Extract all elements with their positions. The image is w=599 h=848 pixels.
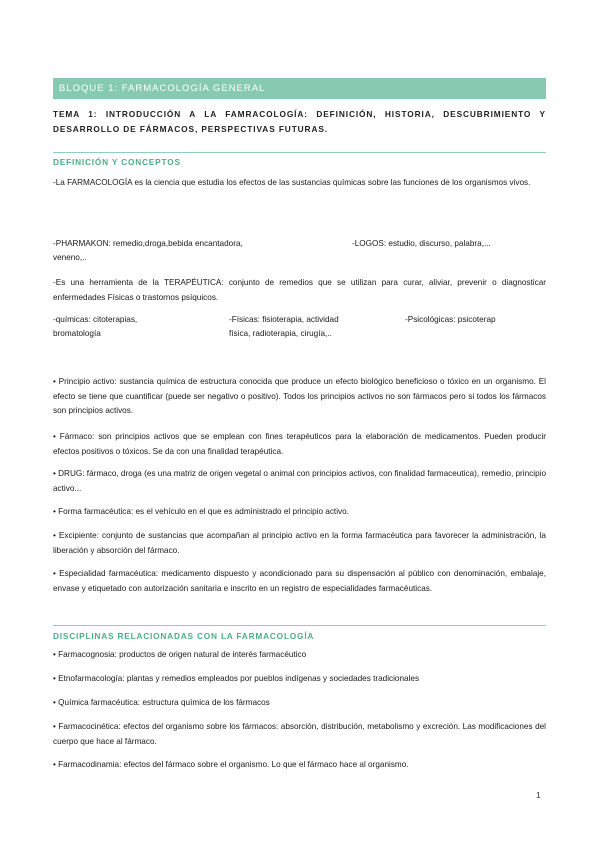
pharmakon-line-cont: veneno,.. bbox=[53, 253, 87, 262]
topic-title: TEMA 1: INTRODUCCIÓN A LA FAMRACOLOGÍA: DEFINICIÓN, HISTORIA, DESCUBRIMIENTO Y DESARROLLO DE FÁRMACOS, PERSPECTIVAS FUTURAS. bbox=[53, 109, 546, 134]
section-heading-disciplinas: DISCIPLINAS RELACIONADAS CON LA FARMACOLOGÍA bbox=[53, 631, 315, 641]
discipline-quimica-farmaceutica: • Química farmacéutica: estructura química de los fármacos bbox=[53, 698, 270, 707]
section-divider bbox=[53, 625, 546, 626]
paragraph-terapeutica: -Es una herramienta de la TERAPÉUTICA: conjunto de remedios que se utilizan para curar, aliviar, prevenir o diagnosticar enfermedades Físicas o trastornos psíquicos. bbox=[53, 278, 546, 302]
pharmakon-line: -PHARMAKON: remedio,droga,bebida encantadora, bbox=[53, 239, 243, 248]
bullet-excipiente: • Excipiente: conjunto de sustancias que acompañan al principio activo en la forma farmacéutica para favorecer la administración, la liberación y absorción del fármaco. bbox=[53, 531, 546, 555]
section-divider bbox=[53, 152, 546, 153]
bullet-farmaco: • Fármaco: son principios activos que se emplean con fines terapéuticos para la elaboración de medicamentos. Pueden producir efectos positivos o tóxicos. Se da con una finalidad terapéutica. bbox=[53, 432, 546, 456]
quimicas-line: -químicas: citoterapias, bbox=[53, 315, 138, 324]
paragraph-definition: -La FARMACOLOGÍA es la ciencia que estudia los efectos de las sustancias químicas sobre las funciones de los organismos vivos. bbox=[53, 178, 531, 187]
bullet-especialidad: • Especialidad farmacéutica: medicamento dispuesto y acondicionado para su dispensación al público con denominación, embalaje, envase y etiquetado con autorización sanitaria e inscrito en un registro de especialidades farmacéuticas. bbox=[53, 569, 546, 593]
page-number: 1 bbox=[536, 790, 541, 800]
quimicas-line-cont: bromatología bbox=[53, 329, 101, 338]
discipline-etnofarmacologia: • Etnofarmacología: plantas y remedios empleados por pueblos indígenas y sociedades tradicionales bbox=[53, 674, 420, 683]
fisicas-line: -Físicas: fisioterapia, actividad bbox=[229, 315, 339, 324]
section-heading-definicion: DEFINICIÓN Y CONCEPTOS bbox=[53, 157, 181, 167]
bullet-principio-activo: • Principio activo: sustancia química de estructura conocida que produce un efecto biológico beneficioso o tóxico en un organismo. El efecto se tiene que cuantificar (puede ser negativo o positivo). Todos los principios activos no son fármacos pero si todos los fármacos son principios activos. bbox=[53, 377, 546, 416]
logos-line: -LOGOS: estudio, discurso, palabra,... bbox=[352, 239, 491, 248]
discipline-farmacodinamia: • Farmacodinamia: efectos del fármaco sobre el organismo. Lo que el fármaco hace al organismo. bbox=[53, 760, 409, 769]
discipline-farmacognosia: • Farmacognosia: productos de origen natural de interés farmacéutico bbox=[53, 650, 307, 659]
bullet-forma-farmaceutica: • Forma farmacéutica: es el vehículo en el que es administrado el principio activo. bbox=[53, 507, 349, 516]
psicologicas-line: -Psicológicas: psicoterap bbox=[405, 315, 496, 324]
discipline-farmacocinetica: • Farmacocinética: efectos del organismo sobre los fármacos: absorción, distribución, metabolismo y excreción. Las modificaciones del cuerpo que hace al fármaco. bbox=[53, 722, 546, 746]
block-title-banner: BLOQUE 1: FARMACOLOGÍA GENERAL bbox=[53, 78, 546, 99]
bullet-drug: • DRUG: fármaco, droga (es una matriz de origen vegetal o animal con principios activos, con finalidad farmaceutica), remedio, principio activo... bbox=[53, 469, 546, 493]
fisicas-line-cont: física, radioterapia, cirugía,.. bbox=[229, 329, 332, 338]
